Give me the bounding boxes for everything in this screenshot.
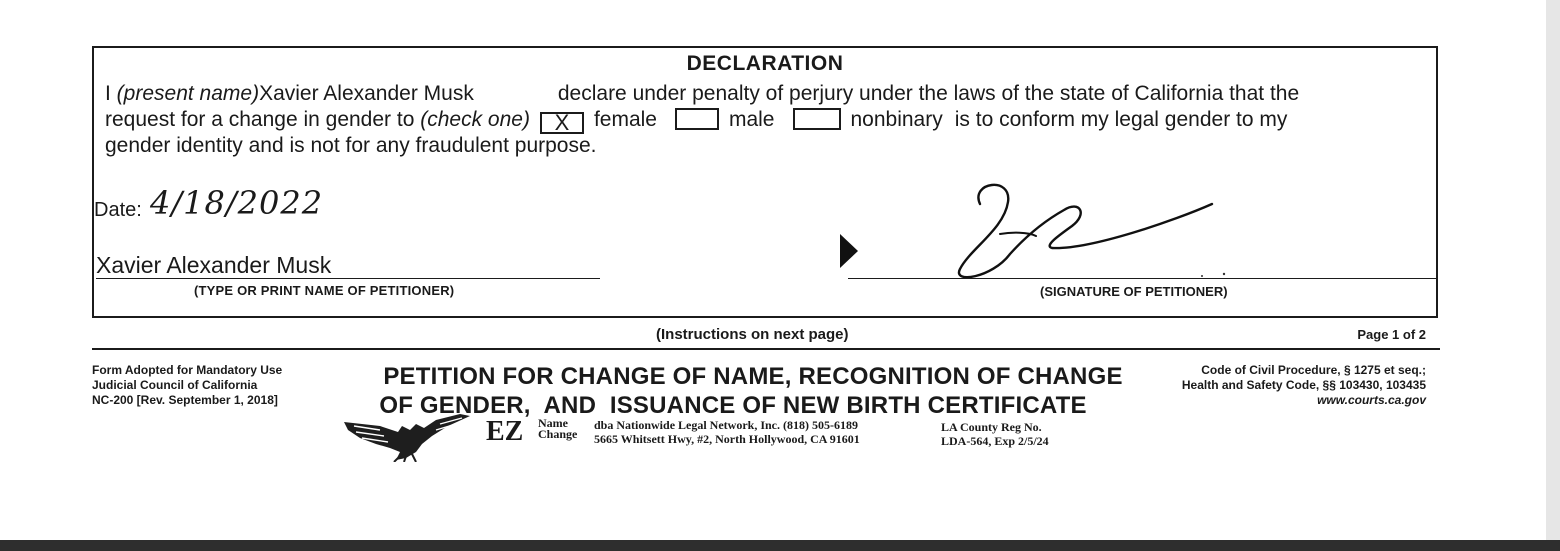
ez-company-phone: dba Nationwide Legal Network, Inc. (818) 505-6189 bbox=[594, 418, 858, 432]
form-adopted-block bbox=[92, 363, 282, 408]
declaration-line-2 bbox=[105, 107, 1425, 133]
date-label: Date: bbox=[94, 199, 142, 221]
name-underline bbox=[96, 278, 600, 279]
female-checkbox[interactable]: X bbox=[540, 112, 584, 134]
petitioner-printed-name: Xavier Alexander Musk bbox=[96, 252, 332, 278]
sign-here-arrow-icon bbox=[840, 234, 858, 268]
eagle-logo-icon bbox=[340, 412, 474, 462]
declaration-box bbox=[92, 46, 1438, 318]
ez-sub-change: Change bbox=[538, 427, 578, 441]
form-title bbox=[360, 362, 1146, 420]
signature-underline bbox=[848, 278, 1438, 279]
present-name-label: (present name) bbox=[116, 82, 260, 105]
ez-logo: EZ bbox=[486, 416, 524, 447]
declaration-text bbox=[105, 81, 1425, 159]
present-name-value: Xavier Alexander Musk bbox=[259, 82, 474, 105]
ez-logo-subtitle bbox=[538, 418, 577, 440]
handwritten-date: 4/18/2022 bbox=[150, 184, 324, 222]
bottom-dark-bar bbox=[0, 540, 1560, 551]
declaration-line-3: gender identity and is not for any fraudulent purpose. bbox=[105, 134, 597, 157]
male-checkbox[interactable] bbox=[675, 108, 719, 130]
form-number: NC-200 [Rev. September 1, 2018] bbox=[92, 393, 278, 407]
form-title-line: PETITION FOR CHANGE OF NAME, RECOGNITION OF CHANGE bbox=[383, 363, 1123, 390]
nonbinary-checkbox[interactable] bbox=[793, 108, 841, 130]
ez-contact-info bbox=[594, 418, 860, 446]
nonbinary-label: nonbinary bbox=[850, 108, 943, 131]
la-reg-number: LDA-564, Exp 2/5/24 bbox=[941, 434, 1049, 448]
la-reg-label: LA County Reg No. bbox=[941, 420, 1042, 434]
check-one-label: (check one) bbox=[420, 108, 530, 131]
form-adopted-line: Form Adopted for Mandatory Use bbox=[92, 363, 283, 377]
scan-right-margin bbox=[1546, 0, 1560, 540]
code-references bbox=[1182, 363, 1426, 408]
male-label: male bbox=[728, 108, 775, 131]
instructions-note: (Instructions on next page) bbox=[656, 326, 849, 343]
female-label: female bbox=[593, 108, 657, 131]
declaration-line-1 bbox=[105, 81, 1425, 107]
line1-rest: declare under penalty of perjury under the laws of the state of California that the bbox=[557, 82, 1300, 105]
page-number: Page 1 of 2 bbox=[1357, 327, 1426, 342]
ez-sub-name: Name bbox=[538, 416, 568, 430]
code-ref-line: Code of Civil Procedure, § 1275 et seq.; bbox=[1201, 363, 1426, 377]
courts-website-link[interactable]: www.courts.ca.gov bbox=[1317, 393, 1426, 407]
form-adopted-line: Judicial Council of California bbox=[92, 378, 258, 392]
declaration-title: DECLARATION bbox=[686, 52, 844, 75]
form-title-line: OF GENDER, AND ISSUANCE OF NEW BIRTH CERTIFICATE bbox=[379, 392, 1087, 419]
la-county-registration bbox=[941, 420, 1049, 448]
handwritten-signature bbox=[940, 174, 1240, 284]
signature-caption: (SIGNATURE OF PETITIONER) bbox=[1040, 284, 1228, 299]
ez-address: 5665 Whitsett Hwy, #2, North Hollywood, CA 91601 bbox=[594, 432, 860, 446]
line2-prefix: request for a change in gender to bbox=[105, 108, 421, 131]
footer-divider bbox=[92, 348, 1440, 350]
code-ref-line: Health and Safety Code, §§ 103430, 103435 bbox=[1181, 378, 1426, 392]
name-caption: (TYPE OR PRINT NAME OF PETITIONER) bbox=[194, 283, 455, 298]
line2-rest: is to conform my legal gender to my bbox=[954, 108, 1288, 131]
line1-prefix: I bbox=[105, 82, 117, 105]
